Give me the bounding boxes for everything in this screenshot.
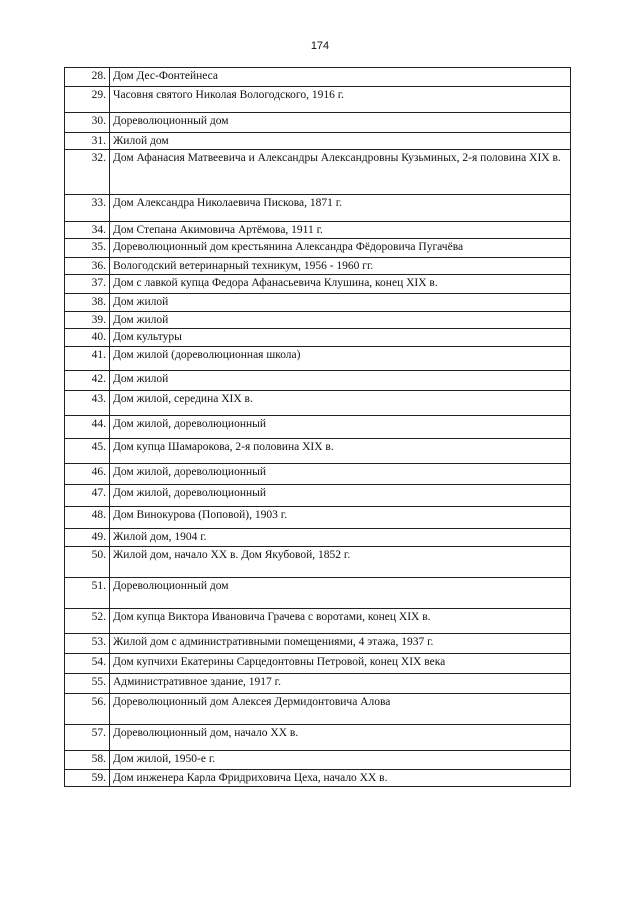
object-name: Дом жилой	[110, 312, 571, 329]
object-name: Административное здание, 1917 г.	[110, 674, 571, 694]
row-number: 52.	[65, 609, 110, 634]
row-number: 41.	[65, 347, 110, 371]
table-row	[65, 694, 571, 725]
row-number: 32.	[65, 150, 110, 195]
object-name: Жилой дом, начало XX в. Дом Якубовой, 1852 г.	[110, 547, 571, 578]
row-number: 43.	[65, 391, 110, 416]
heritage-objects-table	[64, 67, 571, 787]
table-row	[65, 275, 571, 294]
table-row	[65, 294, 571, 312]
object-name: Дореволюционный дом	[110, 113, 571, 133]
object-name: Дореволюционный дом	[110, 578, 571, 609]
object-name: Жилой дом	[110, 133, 571, 150]
page-number: 174	[310, 40, 330, 52]
row-number: 38.	[65, 294, 110, 312]
row-number: 50.	[65, 547, 110, 578]
object-name: Дом Винокурова (Поповой), 1903 г.	[110, 507, 571, 529]
table-row	[65, 87, 571, 113]
object-name: Дом жилой (дореволюционная школа)	[110, 347, 571, 371]
row-number: 36.	[65, 258, 110, 275]
object-name: Дом купчихи Екатерины Сарцедонтовны Петровой, конец XIX века	[110, 654, 571, 674]
table-row	[65, 634, 571, 654]
row-number: 28.	[65, 68, 110, 87]
row-number: 46.	[65, 464, 110, 485]
table-row	[65, 195, 571, 222]
object-name: Дореволюционный дом Алексея Дермидонтовича Алова	[110, 694, 571, 725]
row-number: 45.	[65, 439, 110, 464]
table-row	[65, 654, 571, 674]
table-row	[65, 770, 571, 787]
table-row	[65, 485, 571, 507]
table-row	[65, 725, 571, 751]
row-number: 48.	[65, 507, 110, 529]
table-row	[65, 239, 571, 258]
object-name: Дореволюционный дом крестьянина Александра Фёдоровича Пугачёва	[110, 239, 571, 258]
row-number: 34.	[65, 222, 110, 239]
row-number: 54.	[65, 654, 110, 674]
object-name: Вологодский ветеринарный техникум, 1956 - 1960 гг.	[110, 258, 571, 275]
object-name: Часовня святого Николая Вологодского, 1916 г.	[110, 87, 571, 113]
object-name: Дом жилой, 1950-е г.	[110, 751, 571, 770]
table-row	[65, 150, 571, 195]
row-number: 42.	[65, 371, 110, 391]
object-name: Дом Дес-Фонтейнеса	[110, 68, 571, 87]
object-name: Дом жилой, дореволюционный	[110, 416, 571, 439]
row-number: 40.	[65, 329, 110, 347]
table-row	[65, 312, 571, 329]
object-name: Дом культуры	[110, 329, 571, 347]
object-name: Дом Афанасия Матвеевича и Александры Александровны Кузьминых, 2-я половина XIX в.	[110, 150, 571, 195]
table-row	[65, 371, 571, 391]
table-row	[65, 222, 571, 239]
row-number: 39.	[65, 312, 110, 329]
row-number: 47.	[65, 485, 110, 507]
row-number: 44.	[65, 416, 110, 439]
table-row	[65, 529, 571, 547]
row-number: 59.	[65, 770, 110, 787]
table-row	[65, 609, 571, 634]
table-row	[65, 578, 571, 609]
object-name: Дом инженера Карла Фридриховича Цеха, начало XX в.	[110, 770, 571, 787]
table-row	[65, 68, 571, 87]
row-number: 30.	[65, 113, 110, 133]
table-row	[65, 329, 571, 347]
table-row	[65, 547, 571, 578]
table-row	[65, 751, 571, 770]
object-name: Жилой дом с административными помещениями, 4 этажа, 1937 г.	[110, 634, 571, 654]
row-number: 33.	[65, 195, 110, 222]
object-name: Дом с лавкой купца Федора Афанасьевича Клушина, конец XIX в.	[110, 275, 571, 294]
object-name: Дом Степана Акимовича Артёмова, 1911 г.	[110, 222, 571, 239]
table-row	[65, 507, 571, 529]
object-name: Дом Александра Николаевича Пискова, 1871 г.	[110, 195, 571, 222]
row-number: 35.	[65, 239, 110, 258]
row-number: 37.	[65, 275, 110, 294]
row-number: 53.	[65, 634, 110, 654]
row-number: 49.	[65, 529, 110, 547]
row-number: 58.	[65, 751, 110, 770]
row-number: 31.	[65, 133, 110, 150]
row-number: 57.	[65, 725, 110, 751]
object-name: Дом жилой	[110, 294, 571, 312]
object-name: Дом жилой, дореволюционный	[110, 485, 571, 507]
table-row	[65, 416, 571, 439]
object-name: Дом купца Шамарокова, 2-я половина XIX в.	[110, 439, 571, 464]
table-row	[65, 258, 571, 275]
row-number: 56.	[65, 694, 110, 725]
table-row	[65, 674, 571, 694]
row-number: 29.	[65, 87, 110, 113]
row-number: 55.	[65, 674, 110, 694]
table-row	[65, 464, 571, 485]
table-row	[65, 133, 571, 150]
object-name: Дом купца Виктора Ивановича Грачева с воротами, конец XIX в.	[110, 609, 571, 634]
row-number: 51.	[65, 578, 110, 609]
object-name: Дом жилой, дореволюционный	[110, 464, 571, 485]
table-row	[65, 391, 571, 416]
object-name: Дом жилой, середина XIX в.	[110, 391, 571, 416]
table-row	[65, 439, 571, 464]
object-name: Жилой дом, 1904 г.	[110, 529, 571, 547]
object-name: Дореволюционный дом, начало XX в.	[110, 725, 571, 751]
object-name: Дом жилой	[110, 371, 571, 391]
table-row	[65, 347, 571, 371]
table-row	[65, 113, 571, 133]
